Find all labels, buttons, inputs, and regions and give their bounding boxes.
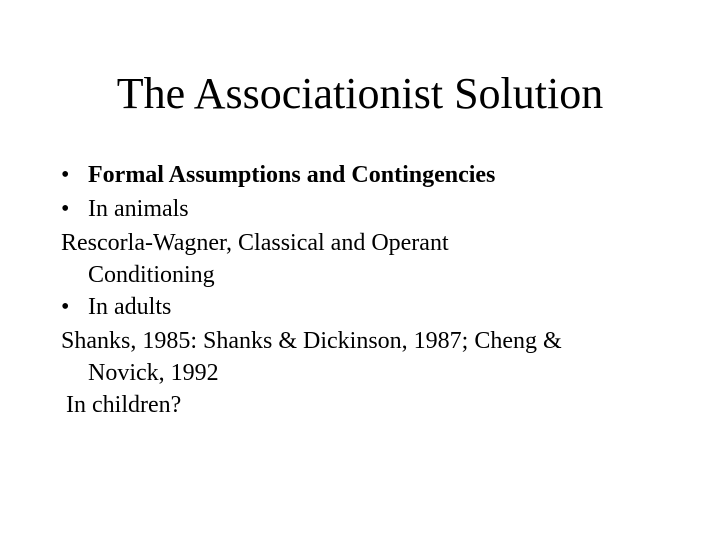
bullet-icon: • [61,294,70,320]
bullet-icon: • [61,196,70,222]
bullet-text-formal: Formal Assumptions and Contingencies [88,162,496,188]
bullet-text-adults: In adults [88,294,172,320]
animals-detail-line-1: Rescorla-Wagner, Classical and Operant [61,230,449,256]
bullet-icon: • [61,162,70,188]
adults-detail-line-1: Shanks, 1985: Shanks & Dickinson, 1987; Cheng & [61,328,562,354]
animals-detail [61,226,681,290]
bullet-item-formal [61,158,681,192]
animals-detail-line-2: Conditioning [88,262,215,288]
bullet-item-animals [61,192,681,226]
bullet-text-animals: In animals [88,196,189,222]
bullet-item-adults [61,290,681,324]
children-line [61,388,681,422]
children-text: In children? [66,392,182,418]
adults-detail-line-2: Novick, 1992 [88,360,219,386]
adults-detail [61,324,681,388]
slide-body [61,158,681,422]
slide-title: The Associationist Solution [116,69,604,118]
